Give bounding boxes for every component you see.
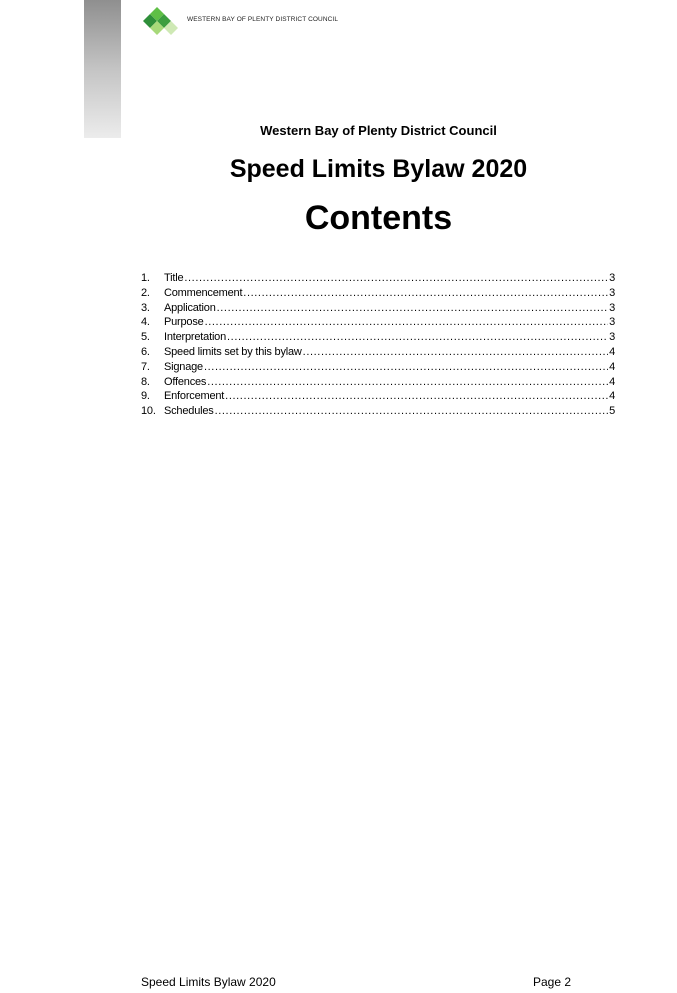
toc-leader [227, 330, 608, 345]
toc-leader [215, 404, 609, 419]
toc-label: Offences [164, 375, 207, 388]
toc-label: Commencement [164, 286, 243, 299]
decorative-side-bar [84, 0, 121, 138]
toc-label: Signage [164, 360, 203, 373]
toc-page-number: 5 [609, 405, 615, 418]
toc-entry-offences[interactable] [141, 375, 615, 390]
toc-number: 8. [141, 375, 150, 388]
toc-label: Schedules [164, 405, 214, 418]
toc-page-number: 3 [609, 316, 615, 329]
toc-number: 5. [141, 331, 150, 344]
toc-number: 2. [141, 286, 150, 299]
toc-leader [217, 301, 608, 316]
toc-label: Speed limits set by this bylaw [164, 345, 302, 358]
toc-entry-commencement[interactable] [141, 286, 615, 301]
toc-page-number: 4 [609, 360, 615, 373]
toc-entry-schedules[interactable] [141, 404, 615, 419]
council-logo-icon [141, 6, 179, 36]
toc-label: Purpose [164, 316, 204, 329]
table-of-contents [141, 271, 615, 419]
toc-label: Title [164, 272, 184, 284]
toc-leader [184, 271, 608, 286]
toc-entry-purpose[interactable] [141, 315, 615, 330]
toc-page-number: 3 [609, 286, 615, 299]
toc-label: Enforcement [164, 390, 225, 403]
toc-number: 1. [141, 272, 150, 284]
toc-entry-interpretation[interactable] [141, 330, 615, 345]
toc-entry-application[interactable] [141, 301, 615, 316]
toc-number: 7. [141, 360, 150, 373]
document-subtitle: Western Bay of Plenty District Council [260, 123, 497, 138]
toc-label: Application [164, 301, 216, 314]
toc-page-number: 3 [609, 301, 615, 314]
toc-entry-enforcement[interactable] [141, 389, 615, 404]
toc-label: Interpretation [164, 331, 227, 344]
toc-leader [204, 360, 608, 375]
toc-entry-signage[interactable] [141, 360, 615, 375]
toc-number: 9. [141, 390, 150, 403]
toc-leader [303, 345, 608, 360]
toc-number: 4. [141, 316, 150, 329]
contents-heading: Contents [304, 199, 453, 237]
toc-leader [243, 286, 608, 301]
council-header-text: WESTERN BAY OF PLENTY DISTRICT COUNCIL [187, 16, 339, 23]
toc-leader [205, 315, 609, 330]
toc-entry-speed-limits[interactable] [141, 345, 615, 360]
document-title: Speed Limits Bylaw 2020 [229, 155, 528, 183]
toc-page-number: 3 [609, 331, 615, 344]
toc-leader [207, 375, 608, 390]
footer-page-number: Page 2 [533, 975, 572, 989]
toc-entry-title[interactable] [141, 271, 615, 286]
toc-page-number: 4 [609, 375, 615, 388]
toc-leader [225, 389, 608, 404]
toc-page-number: 4 [609, 345, 615, 358]
toc-number: 6. [141, 345, 150, 358]
toc-page-number: 4 [609, 390, 615, 403]
toc-number: 10. [141, 405, 156, 418]
toc-number: 3. [141, 301, 150, 314]
toc-page-number: 3 [609, 272, 615, 284]
footer-document-name: Speed Limits Bylaw 2020 [141, 975, 276, 989]
